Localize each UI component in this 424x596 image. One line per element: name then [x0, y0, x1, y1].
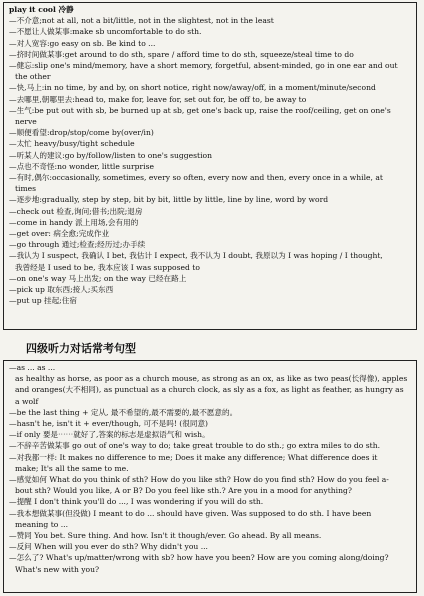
phrase-line: 我曾经是 I used to be, 我本应该 I was supposed to: [15, 262, 200, 272]
phrase-line: —去哪里,朝哪里去:head to, make for, leave for, set out for, be off to, be away to: [9, 94, 307, 104]
phrase-line: —get over: 病全愈;完成作业: [9, 229, 110, 239]
phrase-line: —go through 通过;检查;经历过;办手续: [9, 240, 146, 250]
pattern-line: —不辞辛苦做某事 go out of one's way to do; take great trouble to do sth.; go extra miles to do sth.: [9, 441, 381, 451]
phrase-line: —check out 检查,询问;借书;出院;退房: [9, 206, 143, 216]
phrase-line: —不愿让人做某事:make sb uncomfortable to do sth.: [9, 27, 202, 37]
phrase-line: —点也不奇怪:no wonder, little surprise: [9, 161, 154, 171]
pattern-line: —赞同 You bet. Sure thing. And how. Isn't it though/ever. Go ahead. By all means.: [9, 531, 322, 541]
phrase-line: the other: [15, 72, 51, 82]
phrase-line: —come in handy 派上用场,会有用的: [9, 217, 139, 227]
phrase-line: times: [15, 184, 37, 194]
phrase-line: —put up 挂起;住宿: [9, 296, 77, 306]
pattern-line: —怎么了? What's up/matter/wrong with sb? how have you been? How are you coming along/doing?: [9, 553, 389, 563]
pattern-line: —hasn't he, isn't it + ever/though, 可不是吗! (很同意): [9, 419, 209, 429]
pattern-line: make; It's all the same to me.: [15, 463, 129, 473]
pattern-line: —反问 When will you ever do sth? Why didn't you ...: [9, 542, 208, 552]
phrase-line: nerve: [15, 117, 37, 127]
phrase-line: play it cool 冷静: [9, 5, 74, 14]
pattern-line: —感觉如何 What do you think of sth? How do you like sth? How do you find sth? How do you feel a-: [9, 475, 389, 485]
phrase-line: —我认为 I suspect, 我确认 I bet, 我估计 I expect, 我不认为 I doubt, 我原以为 I was hoping / I thought,: [9, 251, 383, 261]
phrase-line: —挤时间做某事:get around to do sth, spare / afford time to do sth, squeeze/steal time to do: [9, 49, 354, 59]
pattern-line: —我本想做某事(但没做) I meant to do ... should have given. Was supposed to do sth. I have been: [9, 508, 372, 518]
pattern-line: —as ... as ...: [9, 363, 56, 372]
phrase-line: —生气:be put out with sb, be burned up at sb, get one's back up, raise the roof/ceiling, get on one's: [9, 105, 391, 115]
phrase-line: —听某人的建议:go by/follow/listen to one's suggestion: [9, 150, 212, 160]
phrase-line: —快,马上:in no time, by and by, on short notice, right now/away/off, in a moment/minute/second: [9, 83, 376, 93]
phrase-line: —不介意;not at all, not a bit/little, not in the slightest, not in the least: [9, 16, 274, 26]
phrase-line: —pick up 取东西;接人;买东西: [9, 285, 114, 295]
pattern-line: a wolf: [15, 396, 39, 406]
pattern-line: —对我都一样: It makes no difference to me; Does it make any difference; What difference does it: [9, 452, 378, 462]
section-title: 四级听力对话常考句型: [26, 342, 136, 355]
phrase-line: —对人宽容:go easy on sb. Be kind to ...: [9, 38, 156, 48]
pattern-line: —be the last thing + 定从, 最不希望的,最不需要的,最不愿意的。: [9, 407, 238, 417]
pattern-line: meaning to ...: [15, 519, 68, 529]
phrase-line: —有时,偶尔:occasionally, sometimes, every so often, every now and then, every once in a while, at: [9, 173, 383, 183]
phrase-line: —on one's way 马上出发; on the way 已经在路上: [9, 273, 187, 283]
phrase-line: —顺便看望:drop/stop/come by(over/in): [9, 128, 154, 138]
pattern-line: as healthy as horse, as poor as a church mouse, as strong as an ox, as like as two peas(长得像), apples: [15, 374, 408, 384]
phrase-line: —太忙 heavy/busy/tight schedule: [9, 139, 135, 149]
pattern-line: and oranges(大不相同), as punctual as a church clock, as sly as a fox, as light as feather, as hungry as: [15, 385, 404, 395]
phrase-line: —逐步地:gradually, step by step, bit by bit, little by little, line by line, word by word: [9, 195, 329, 205]
pattern-line: bout sth? Would you like, A or B? Do you feel like sth.? Are you in a mood for anything?: [15, 486, 352, 496]
pattern-line: —提醒 I don't think you'll do ..., I was wondering if you will do sth.: [9, 497, 264, 507]
phrase-box-bottom: [3, 360, 417, 593]
phrase-box-top: [3, 2, 417, 330]
pattern-line: —if only 要是⋯⋯就好了,答案的标志是虚拟语气和 wish。: [9, 430, 210, 440]
phrase-line: —健忘:slip one's mind/memory, have a short memory, forgetful, absent-minded, go in one ear and out: [9, 61, 398, 71]
pattern-line: What's new with you?: [15, 564, 100, 574]
